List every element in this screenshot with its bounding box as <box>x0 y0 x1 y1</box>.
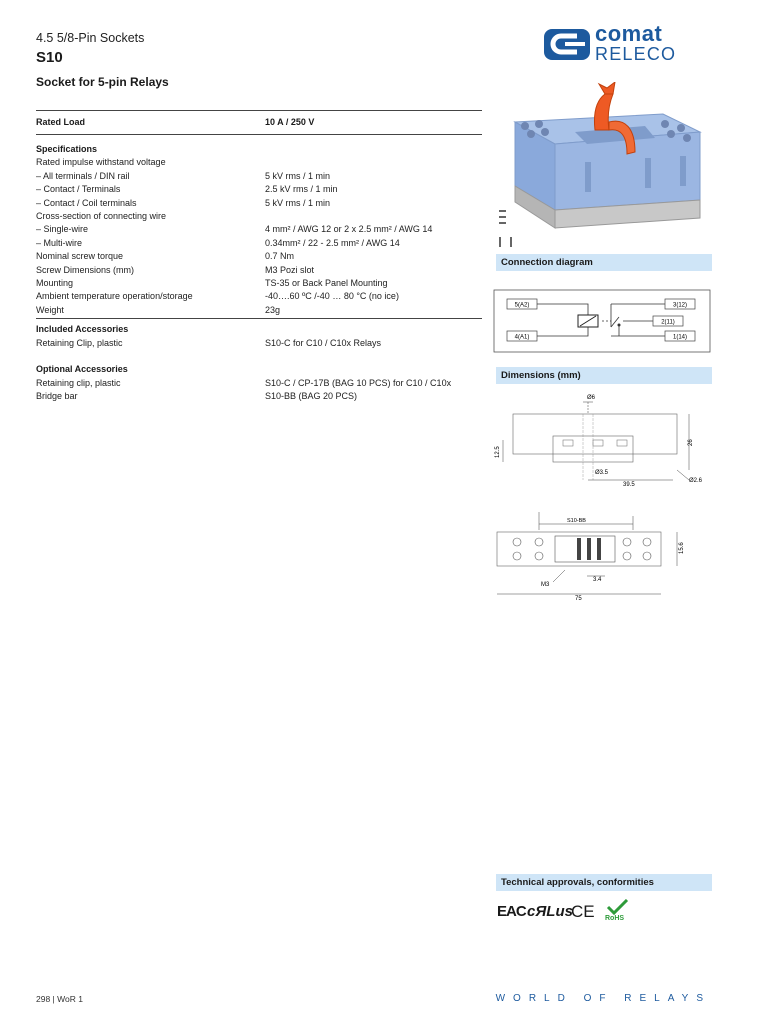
dim-15-6: 15.6 <box>679 542 685 554</box>
spec-divider <box>36 318 482 319</box>
optional-row: Retaining clip, plastic S10-C / CP-17B (BAG 10 PCS) for C10 / C10x <box>36 377 452 388</box>
connection-diagram-heading: Connection diagram <box>496 254 712 271</box>
product-photo <box>495 82 711 250</box>
optional-accessories-title: Optional Accessories <box>36 364 128 375</box>
dim-m3: M3 <box>541 582 550 588</box>
spec-row: Rated impulse withstand voltage <box>36 157 166 168</box>
rated-load-row <box>36 111 482 135</box>
ce-mark-icon: CE <box>571 902 595 921</box>
approvals-heading: Technical approvals, conformities <box>496 874 712 891</box>
spec-row: Weight 23g <box>36 304 281 315</box>
spec-row: Nominal screw torque 0.7 Nm <box>36 251 295 262</box>
terminal-1-14: 1(14) <box>672 334 688 341</box>
header <box>36 31 169 89</box>
terminal-3-12: 3(12) <box>672 302 688 309</box>
rohs-label: RoHS <box>605 915 625 922</box>
spec-row: Mounting TS-35 or Back Panel Mounting <box>36 278 388 289</box>
terminal-4-a1: 4(A1) <box>514 334 530 341</box>
spec-row: Ambient temperature operation/storage -40….60 ºC /-40 … 80 °C (no ice) <box>36 291 399 302</box>
dim-26: 26 <box>688 439 694 446</box>
model-title: S10 <box>36 49 63 66</box>
spec-row: – Contact / Terminals 2.5 kV rms / 1 min <box>36 184 338 195</box>
rated-load-label: Rated Load <box>36 117 86 127</box>
spec-row: Screw Dimensions (mm) M3 Pozi slot <box>36 264 315 275</box>
spec-table <box>36 110 482 404</box>
terminal-5-a2: 5(A2) <box>514 302 530 309</box>
dim-3-4: 3.4 <box>593 577 602 583</box>
product-subtitle: Socket for 5-pin Relays <box>36 75 169 89</box>
connection-diagram <box>493 289 711 353</box>
terminal-2-11: 2(11) <box>661 319 675 326</box>
included-accessories-title: Included Accessories <box>36 324 129 335</box>
spec-row: Cross-section of connecting wire <box>36 211 167 222</box>
spec-row: – Contact / Coil terminals 5 kV rms / 1 min <box>36 197 331 208</box>
spec-row: – Single-wire 4 mm² / AWG 12 or 2 x 2.5 mm² / AWG 14 <box>36 224 433 235</box>
ul-mark-icon: cЯLus <box>527 903 573 920</box>
included-row: Retaining Clip, plastic S10-C for C10 / C10x Relays <box>36 337 382 348</box>
category-title: 4.5 5/8-Pin Sockets <box>36 31 145 45</box>
rated-load-value: 10 A / 250 V <box>265 117 315 127</box>
dimensions-heading: Dimensions (mm) <box>496 367 712 384</box>
dim-39-5: 39.5 <box>623 482 635 488</box>
dim-d3-5: Ø3.5 <box>595 470 609 476</box>
specifications-title: Specifications <box>36 144 98 154</box>
dim-d2-6: Ø2.6 <box>689 478 703 484</box>
dim-75: 75 <box>575 596 582 602</box>
logo-word-comat: comat <box>595 21 663 46</box>
footer-tagline: WORLD OF RELAYS <box>495 993 711 1004</box>
dimensions-drawing <box>493 390 711 605</box>
logo-mark-icon <box>543 26 591 62</box>
optional-row: Bridge bar S10-BB (BAG 20 PCS) <box>36 391 358 402</box>
spec-row: – Multi-wire 0.34mm² / 22 - 2.5 mm² / AWG 14 <box>36 237 400 248</box>
logo-word-releco: RELECO <box>595 44 677 64</box>
comat-releco-logo <box>543 21 711 64</box>
eac-mark-icon: EAC <box>497 903 526 920</box>
spec-row: – All terminals / DIN rail 5 kV rms / 1 min <box>36 170 331 181</box>
dim-s10-bb: S10-BB <box>567 518 586 524</box>
approval-marks <box>497 899 647 933</box>
dim-12-5: 12.5 <box>495 446 501 458</box>
page-number: 298 | WoR 1 <box>36 994 83 1004</box>
dim-d6: Ø6 <box>587 395 596 401</box>
